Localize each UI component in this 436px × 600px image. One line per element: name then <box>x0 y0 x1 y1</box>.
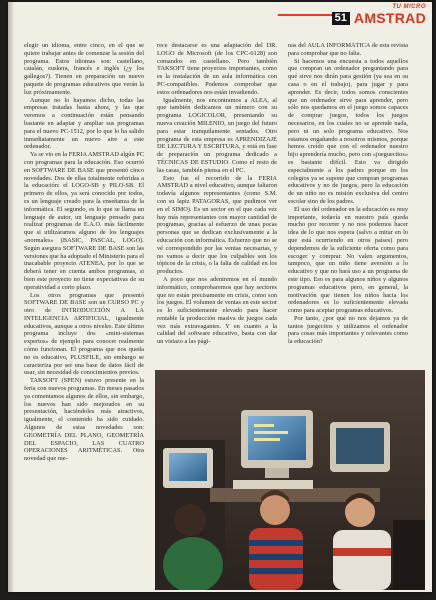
paragraph: Ya se vio en la FERIA AMSTRAD algún PC con programas para la educación. Eso ocurrió en SOFTWARE DE BASE que presentó cinco novedades. Dos de ellas totalmente referidas a la educación: el LOGO-SB y PILO-SB. El primero de ellos, ya será conocido por todos, es un lenguaje creado para la enseñanza de la informática. El segundo, es lo que se llama un lenguaje de autor, un lenguaje pensado para realizar programas de E.A.O. más fácilmente que si utilizáramos alguno de los lenguajes «normales» (BASIC, PASCAL, LOGO). Según asegura SOFTWARE DE BASE son las versiones que ha adoptado el Ministerio para el inacabable proyecto ATENEA, por lo que se deberá tener en cuenta ambos programas, si bien este proyecto no tiene expectativas de su operatividad a corto plazo. <box>24 151 144 291</box>
magazine-page <box>8 2 432 592</box>
masthead <box>332 4 426 25</box>
paragraph: Aunque no lo hayamos dicho, todas las empresas tratadas hasta ahora, y las que veremos a continuación están pensando bastante en adaptar y ampliar sus programas para el nuevo PC-1512, por lo que lo ha salido inmediatamente un nuevo aire a este ordenador. <box>24 96 144 151</box>
masthead-row <box>332 11 426 25</box>
paragraph: Por tanto, ¿por qué no nos dejamos ya de tantos juegecitos y utilizamos el ordenador para cosas más importantes y relevantes como la educación? <box>288 314 408 346</box>
paragraph: El uso del ordenador en la educación es muy importante, todavía en nuestro país queda mucho por recorrer y no nos podemos hacer idea de lo que nos espera (salvo a mirar en lo que está ocurriendo en otros países) pero dependemos de la suficiente oferta como para escoger y comprar. No valen argumentos, tampoco, que un niño tiene aversión a lo educativo y que no hará uso a un programa de este tipo. Eso es para algunos niños y algunos programas educativos pero, en general, la motivación que tienen los niños hacia los ordenadores es lo suficientemente elevada como para aceptar programas educativos. <box>288 205 408 315</box>
classroom-photo <box>155 370 425 590</box>
header-rule <box>278 14 338 16</box>
page-number: 51 <box>332 12 350 25</box>
classroom-photo-illustration <box>155 370 425 590</box>
paragraph: Igualmente, nos encontramos a ALEA, al que también dedicamos un número con su programa LOGICOLOR, presentando su nueva creación MILENIO, un juego del futuro para estar tranquilamente sentados. Otro programa de esta empresa es APRENDIZAJE DE LECTURA Y ESCRITURA, y está en fase de preparación un programa dedicado a TÉCNICAS DE ESTUDIO. Como el resto de las casas, también piensa en el PC. <box>157 96 277 174</box>
paragraph: Los otros programas que presentó SOFTWARE DE BASE son un CURSO PC y otro de INTRODUCCIÓN A LA INTELIGENCIA ARTIFICIAL, igualmente educativos, aunque a otros niveles. Este último programa incluye dos «mini-sistemas expertos» de ejemplo para conocer realmente cómo funcionan. El programa que nos queda no es educativo, PLUSFILE, sin embargo se caracteriza por ser una base de datos fácil de usar, sin necesidad de conocimientos previos. <box>24 291 144 377</box>
paragraph: Esto fue el recorrido de la FERIA AMSTRAD a nivel educativo, aunque faltaron todavía algunos representantes (como S.M. con su lapiz PATAGORAS, que pudimos ver en el SIMO). Es un sector en el que cada vez hay más representantes con mayor cantidad de programas, gracias al esfuerzo de unas pocas personas que se dedican exclusivamente a la educación con informática. Esfuerzo que no se vé correspondido por las ventas necesarias, y no vamos a decir que los culpables son los tópicos de la crisis, o la falta de calidad en los productos. <box>157 174 277 276</box>
paragraph: TAKSOFT (SPEN) estuvo presente en la feria con nuevos programas. En meses pasados ya comentamos algunos de ellos, sin embargo, los nuevos han sido mejorados en su presentación, haciéndoles más atractivos, igualmente, el contenido ha sido cuidado. Algunos de estas novedades son: GEOMETRÍA DEL PLANO, GEOMETRÍA DEL ESPACIO, LAS CUATRO OPERACIONES ARITMÉTICAS. Otra novedad que me- <box>24 377 144 463</box>
paragraph: nas del AULA INFORMÁTICA de esta revista para comprobar que no falta. <box>288 42 408 57</box>
text-column-2 <box>157 42 277 364</box>
brand-logo: AMSTRAD <box>353 10 426 26</box>
text-column-1 <box>24 42 144 590</box>
paragraph: rece destacarse es una adaptación del DR. LOGO de Microsoft (de los CPC-6128) son comandos en castellano. Pero también TAKSOFT tiene proyectos importantes, como es la instalación de un aula informática con PC-compatibles. Podemos comprobar que estos ordenadores nos están invadiendo. <box>157 42 277 96</box>
paragraph: Si hacemos una encuesta a todos aquellos que compran un ordenador preguntando para qué sirve nos dirán para gestión (ya sea en su casa o en el trabajo), para jugar y para aprender. Es decir, todos somos conscientes que un ordenador sirve para aprender, pero sólo nos quedamos en el juego somos capaces de comprar juegos, todos los juegos necesarios, en los cuales no se aprende nada, pero ni un solo programa educativo. Nos estamos engañando a nosotros mismos, porque hemos creído que con el ordenador nuestro hijo aprendería mucho, pero con «jueguecitos» es bastante difícil. Esto va dirigido especialmente a los padres porque en los colegios ya se supone que compran programas educativos y no de juegos, pero la educación de un niño no es misión exclusiva del centro escolar sino de los padres. <box>288 57 408 205</box>
paragraph: elegir un idioma, entre cinco, en el que se quiere trabajar antes de comenzar la sesión del programa. Estos idiomas son: castellano, catalán, euskera, francés e inglés (¿y los gallegos?). Tienen en preparación un nuevo paquete de programas educativos que verán la luz próximamente. <box>24 42 144 96</box>
masthead-tagline: TU MICRO <box>392 4 426 10</box>
page-binding-shadow <box>8 2 14 592</box>
paragraph: A poco que nos adentremos en el mundo informático, comprobaremos que hay sectores que no están precisamente en crisis, como son los juegos. El volumen de ventas en este sector es lo suficientemente elevado para hacer rentable la producción masiva de juegos cada vez más extravagantes. Y en cuanto a la calidad del software educativo, basta con dar un vistazo a las pági- <box>157 275 277 346</box>
